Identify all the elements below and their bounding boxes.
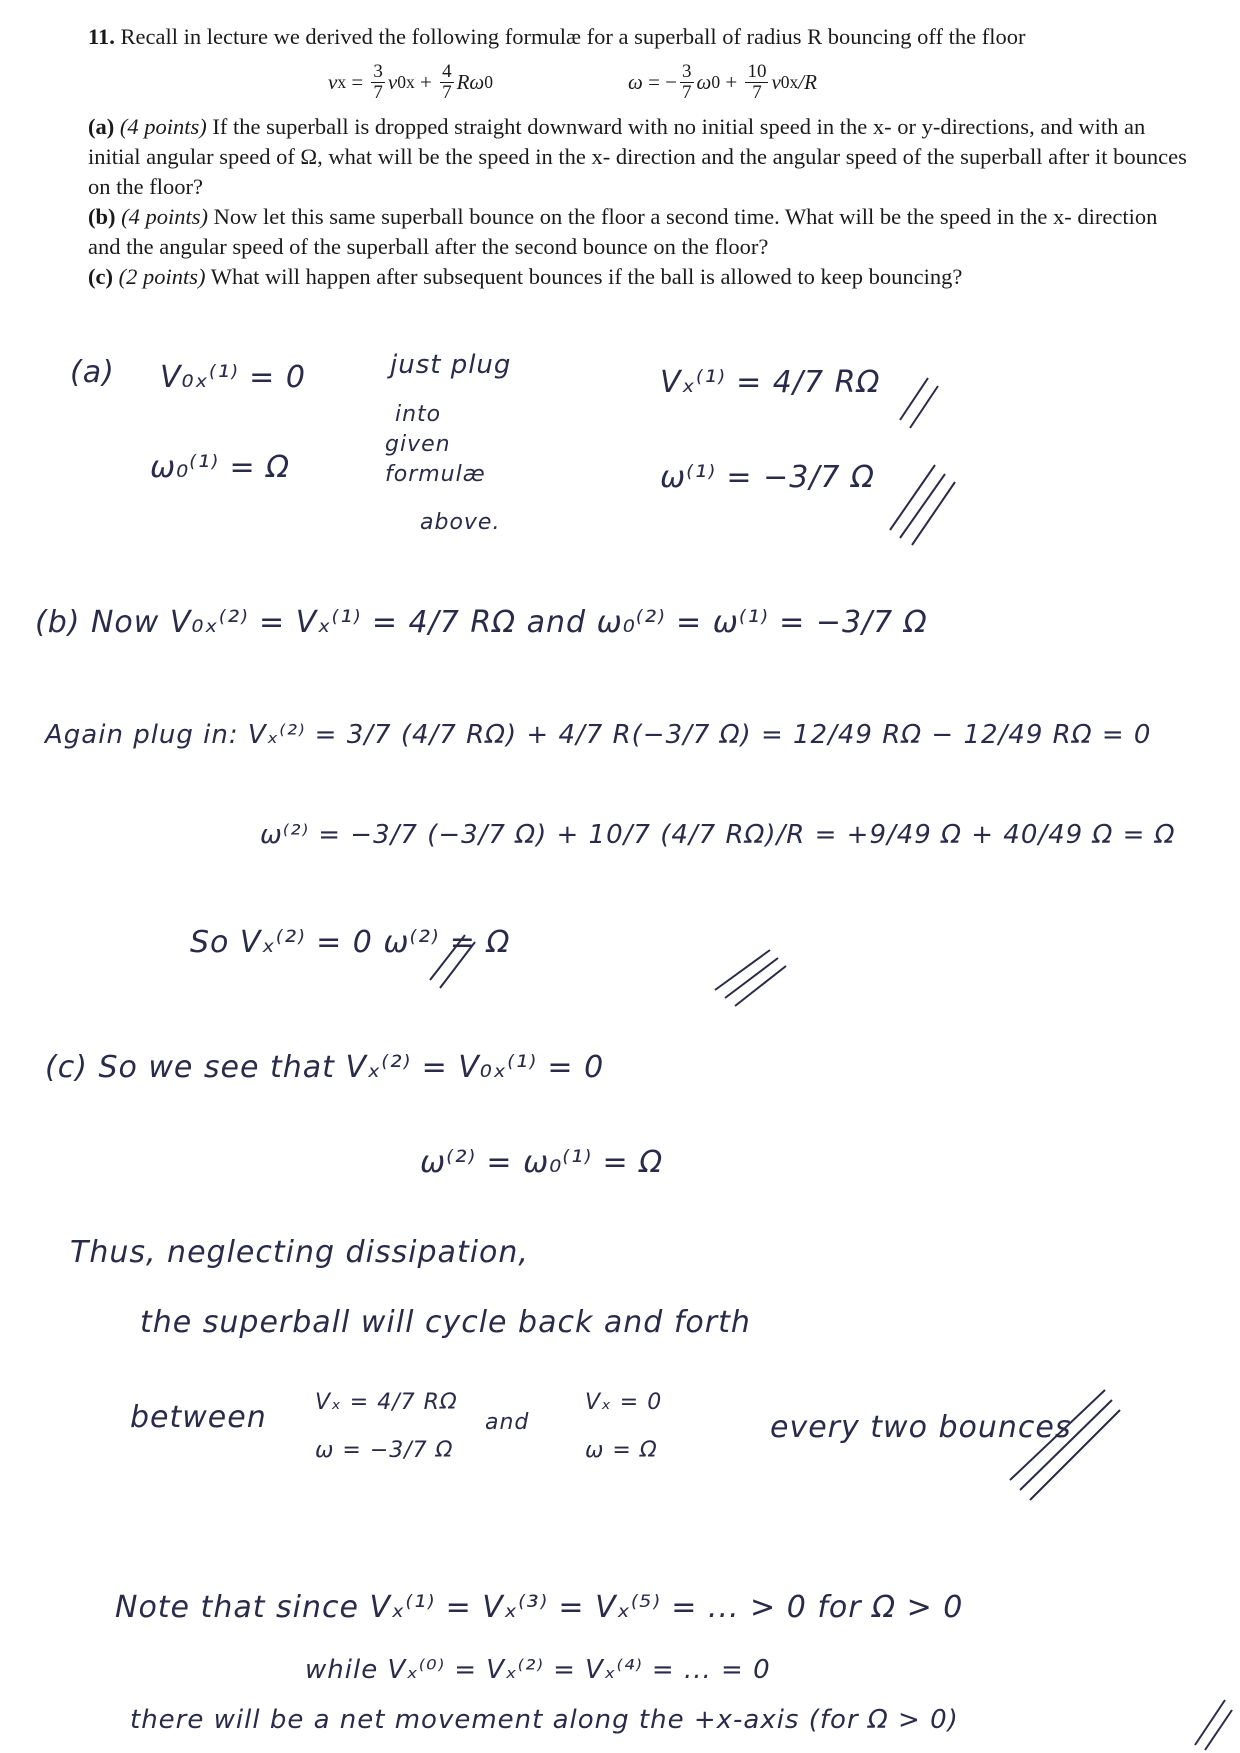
sol-a-note2: into xyxy=(395,402,442,427)
sol-b-line4: So Vₓ⁽²⁾ = 0 ω⁽²⁾ = Ω xyxy=(190,925,511,960)
slash-c-every xyxy=(1010,1390,1120,1500)
eq1-t2-sub: 0 xyxy=(484,72,493,92)
part-a-question: (a) (4 points) If the superball is dropped straight downward with no initial speed in the x- or y-directions, and with an initial angular speed of Ω, what will be the speed in the x- direction and the angular speed of the superball after it bounces on the floor? xyxy=(88,114,1187,199)
eq1-frac2: $\frac{4}{7}$ xyxy=(442,60,452,103)
sol-a-result1: Vₓ⁽¹⁾ = 4/7 RΩ xyxy=(660,365,881,400)
sol-b-line2: Again plug in: Vₓ⁽²⁾ = 3/7 (4/7 RΩ) + 4/7 R(−3/7 Ω) = 12/49 RΩ − 12/49 RΩ = 0 xyxy=(45,720,1152,750)
formula-omega xyxy=(628,52,817,112)
sol-a-note5: above. xyxy=(420,510,501,535)
problem-number: 11. xyxy=(88,24,115,49)
eq1-lhs-sub: x xyxy=(337,72,347,92)
slash-a-result2 xyxy=(890,465,955,545)
sol-c-state1-v: Vₓ = 4/7 RΩ xyxy=(315,1390,458,1415)
eq2-frac2: $\frac{10}{7}$ xyxy=(747,60,767,103)
sol-c-every-two: every two bounces xyxy=(770,1410,1072,1445)
slash-b-omega xyxy=(715,950,786,1006)
sol-a-label: (a) xyxy=(70,355,115,390)
sol-a-note3: given xyxy=(385,432,451,457)
eq2-t1-var: ω xyxy=(696,70,712,94)
eq2-plus: + xyxy=(725,70,738,94)
sol-c-line2: ω⁽²⁾ = ω₀⁽¹⁾ = Ω xyxy=(420,1145,664,1180)
eq1-t1-sub: 0x xyxy=(397,72,415,92)
eq2-t1-sub: 0 xyxy=(711,72,721,92)
sol-c-line4: the superball will cycle back and forth xyxy=(140,1305,751,1340)
sol-c-between: between xyxy=(130,1400,267,1435)
sol-c-note1: Note that since Vₓ⁽¹⁾ = Vₓ⁽³⁾ = Vₓ⁽⁵⁾ = ... > 0 for Ω > 0 xyxy=(115,1590,964,1625)
eq2-t2-var: v xyxy=(771,70,781,94)
problem-statement xyxy=(88,22,1190,292)
eq1-t1-var: v xyxy=(387,70,398,94)
problem-intro xyxy=(88,22,1190,52)
sol-c-note2: while Vₓ⁽⁰⁾ = Vₓ⁽²⁾ = Vₓ⁽⁴⁾ = ... = 0 xyxy=(305,1655,771,1685)
eq2-tail: /R xyxy=(798,70,817,94)
sol-a-line1: V₀ₓ⁽¹⁾ = 0 xyxy=(160,360,306,395)
part-c-question: (c) (2 points) What will happen after subsequent bounces if the ball is allowed to keep bouncing? xyxy=(88,264,963,289)
sol-b-line1: (b) Now V₀ₓ⁽²⁾ = Vₓ⁽¹⁾ = 4/7 RΩ and ω₀⁽²⁾ = ω⁽¹⁾ = −3/7 Ω xyxy=(35,605,928,640)
eq2-frac1: $\frac{3}{7}$ xyxy=(682,60,692,103)
sol-a-note1: just plug xyxy=(390,350,512,380)
slash-a-result1 xyxy=(900,378,938,428)
sol-a-note4: formulæ xyxy=(385,462,486,487)
sol-c-and: and xyxy=(485,1410,530,1435)
formula-line xyxy=(88,52,1190,112)
sol-c-line1: (c) So we see that Vₓ⁽²⁾ = V₀ₓ⁽¹⁾ = 0 xyxy=(45,1050,605,1085)
eq2-eq-minus: = − xyxy=(648,70,678,94)
sol-a-result2: ω⁽¹⁾ = −3/7 Ω xyxy=(660,460,875,495)
sol-a-line2: ω₀⁽¹⁾ = Ω xyxy=(150,450,291,485)
sol-c-state2-v: Vₓ = 0 xyxy=(585,1390,663,1415)
eq1-lhs: v xyxy=(328,70,338,94)
intro-text: Recall in lecture we derived the following formulæ for a superball of radius R bouncing off the floor xyxy=(120,24,1026,49)
sol-c-line3: Thus, neglecting dissipation, xyxy=(70,1235,529,1270)
eq2-t2-sub: 0x xyxy=(780,72,799,92)
sol-c-note3: there will be a net movement along the +x-axis (for Ω > 0) xyxy=(130,1705,959,1735)
sol-c-state1-w: ω = −3/7 Ω xyxy=(315,1438,454,1463)
slash-c-final xyxy=(1195,1700,1232,1750)
formula-vx: v x = $\frac{3}{7}$ v 0x + $\frac{4}{7}$ Rω 0 xyxy=(328,60,493,103)
part-b-question: (b) (4 points) Now let this same superball bounce on the floor a second time. What will be the speed in the x- direction and the angular speed of the superball after the second bounce on the floor? xyxy=(88,204,1158,259)
eq1-t2-var: Rω xyxy=(456,70,485,94)
eq1-frac1: $\frac{3}{7}$ xyxy=(373,60,383,103)
sol-c-state2-w: ω = Ω xyxy=(585,1438,658,1463)
eq2-lhs: ω xyxy=(628,70,643,94)
eq1-plus: + xyxy=(420,70,432,94)
sol-b-line3: ω⁽²⁾ = −3/7 (−3/7 Ω) + 10/7 (4/7 RΩ)/R = +9/49 Ω + 40/49 Ω = Ω xyxy=(260,820,1176,850)
